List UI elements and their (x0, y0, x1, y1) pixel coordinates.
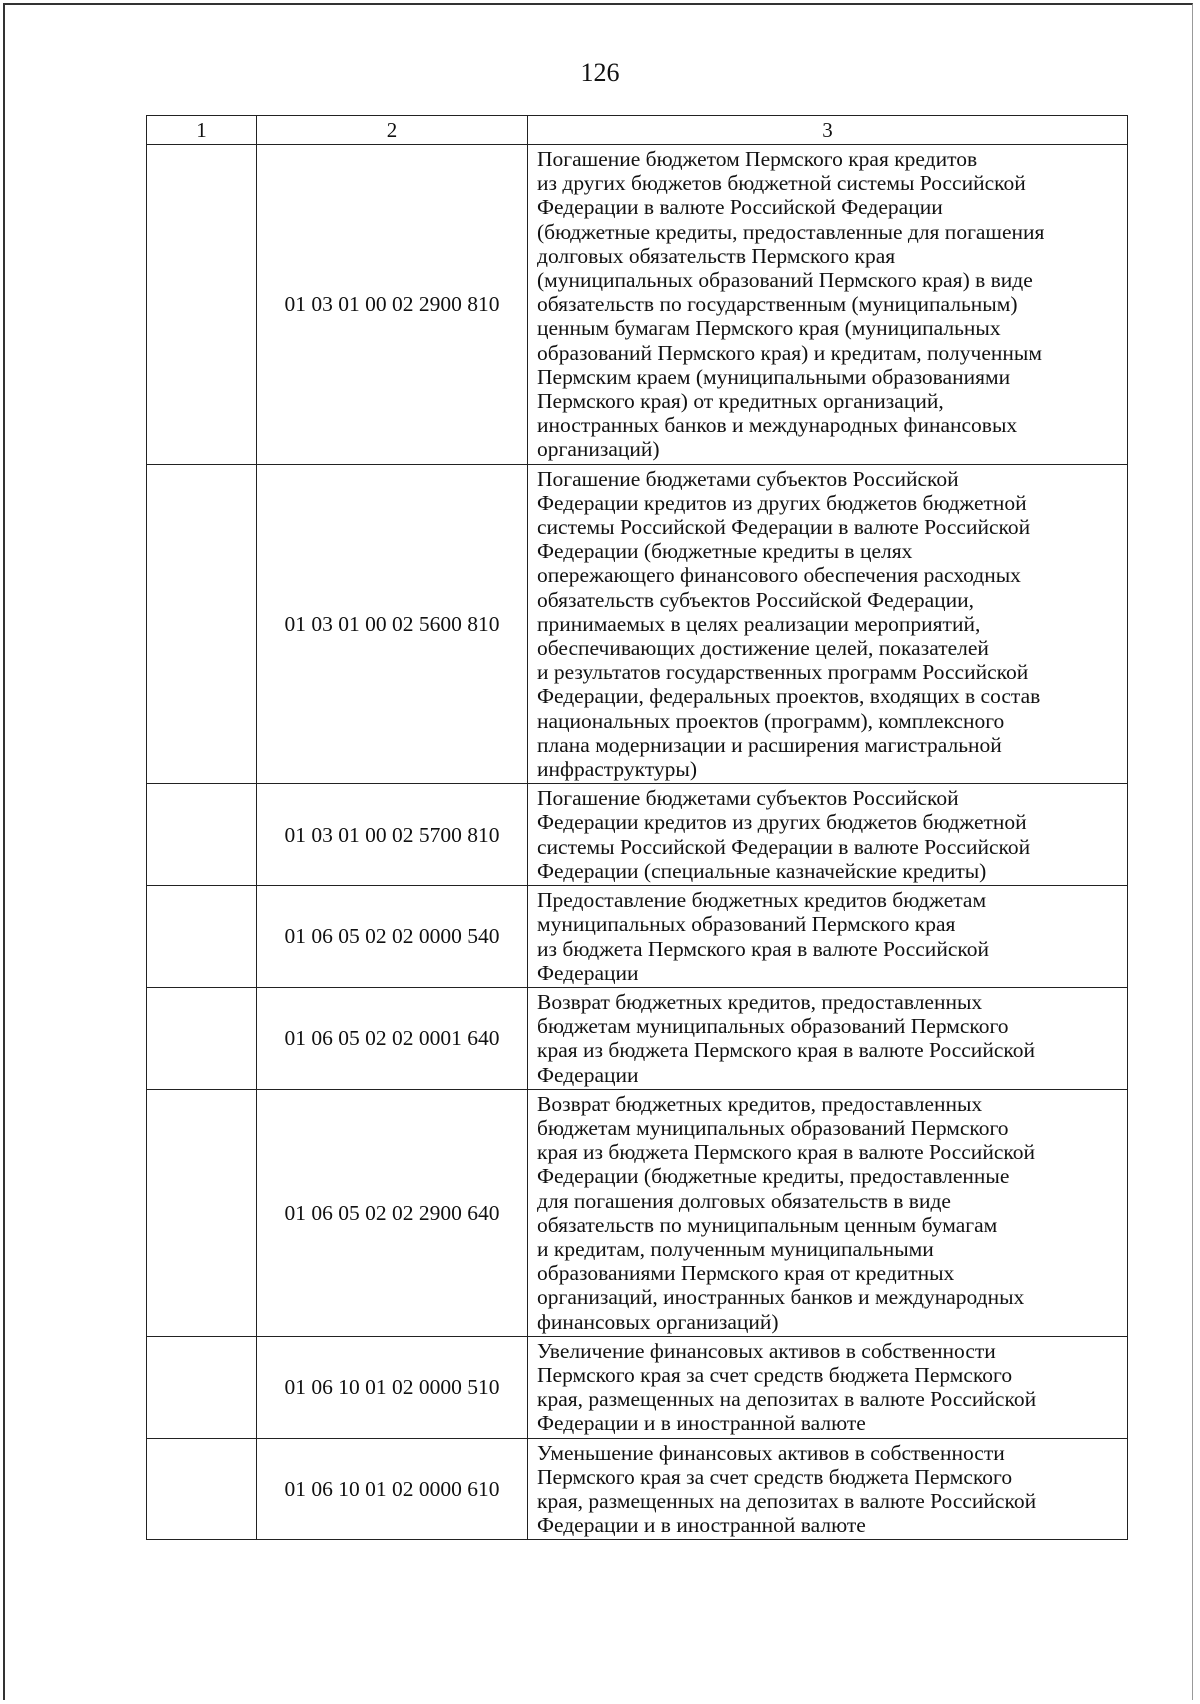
budget-code-cell: 01 06 10 01 02 0000 510 (257, 1336, 528, 1438)
budget-codes-table (146, 115, 1128, 1540)
column-header-2: 2 (257, 116, 528, 145)
description-line: Федерации и в иностранной валюте (537, 1513, 866, 1538)
description-line: Федерации в валюте Российской Федерации (537, 195, 943, 220)
description-line: Возврат бюджетных кредитов, предоставленных (537, 989, 983, 1014)
row-number-cell (147, 1089, 257, 1336)
description-line: и кредитам, полученным муниципальными (537, 1236, 934, 1261)
row-number-cell (147, 784, 257, 886)
budget-code-cell: 01 06 05 02 02 2900 640 (257, 1089, 528, 1336)
row-number-cell (147, 1438, 257, 1540)
description-cell (528, 886, 1128, 988)
row-number-cell (147, 145, 257, 465)
description-line: Пермского края за счет средств бюджета Пермского (537, 1464, 1013, 1489)
budget-code-cell: 01 06 05 02 02 0001 640 (257, 987, 528, 1089)
description-line: Федерации (специальные казначейские кредиты) (537, 858, 987, 883)
description-line: Предоставление бюджетных кредитов бюджетам (537, 888, 987, 913)
description-line: Увеличение финансовых активов в собственности (537, 1338, 996, 1363)
budget-code-cell: 01 06 10 01 02 0000 610 (257, 1438, 528, 1540)
description-line: организаций, иностранных банков и международных (537, 1285, 1025, 1310)
description-line: обязательств по государственным (муниципальным) (537, 292, 1018, 317)
description-line: обязательств субъектов Российской Федерации, (537, 587, 975, 612)
description-line: Федерации, федеральных проектов, входящих в состав (537, 684, 1041, 709)
description-line: Федерации (бюджетные кредиты, предоставленные (537, 1164, 1010, 1189)
description-cell (528, 1089, 1128, 1336)
description-line: принимаемых в целях реализации мероприятий, (537, 611, 981, 636)
description-line: Погашение бюджетом Пермского края кредитов (537, 147, 978, 171)
description-line: края, размещенных на депозитах в валюте Российской (537, 1488, 1037, 1513)
table-row (147, 784, 1128, 886)
description-cell (528, 464, 1128, 784)
description-line: края из бюджета Пермского края в валюте Российской (537, 1140, 1035, 1165)
description-line: Федерации кредитов из других бюджетов бюджетной (537, 490, 1027, 515)
description-line: Пермского края за счет средств бюджета Пермского (537, 1362, 1013, 1387)
description-line: организаций) (537, 437, 660, 462)
table-row (147, 1336, 1128, 1438)
description-line: обязательств по муниципальным ценным бумагам (537, 1212, 998, 1237)
description-line: из других бюджетов бюджетной системы Российской (537, 171, 1026, 196)
table-row (147, 1089, 1128, 1336)
description-line: обеспечивающих достижение целей, показателей (537, 636, 989, 661)
description-line: образованиями Пермского края от кредитных (537, 1261, 955, 1286)
description-line: опережающего финансового обеспечения расходных (537, 563, 1021, 588)
description-line: ценным бумагам Пермского края (муниципальных (537, 316, 1001, 341)
description-line: Погашение бюджетами субъектов Российской (537, 466, 959, 491)
column-header-1: 1 (147, 116, 257, 145)
budget-code-cell: 01 03 01 00 02 5600 810 (257, 464, 528, 784)
description-line: из бюджета Пермского края в валюте Российской (537, 936, 989, 961)
description-line: края, размещенных на депозитах в валюте Российской (537, 1387, 1037, 1412)
description-line: системы Российской Федерации в валюте Российской (537, 515, 1031, 540)
table-row (147, 987, 1128, 1089)
description-line: Федерации (537, 960, 639, 985)
description-line: плана модернизации и расширения магистральной (537, 732, 1002, 757)
description-cell (528, 784, 1128, 886)
description-line: края из бюджета Пермского края в валюте Российской (537, 1038, 1035, 1063)
description-line: (бюджетные кредиты, предоставленные для погашения (537, 219, 1045, 244)
description-line: для погашения долговых обязательств в виде (537, 1188, 951, 1213)
description-line: Федерации и в иностранной валюте (537, 1411, 866, 1436)
description-line: бюджетам муниципальных образований Пермского (537, 1115, 1009, 1140)
description-line: муниципальных образований Пермского края (537, 912, 956, 937)
description-line: Погашение бюджетами субъектов Российской (537, 786, 959, 811)
description-line: Федерации (537, 1062, 639, 1087)
description-line: Пермского края) от кредитных организаций, (537, 389, 944, 414)
description-line: Возврат бюджетных кредитов, предоставленных (537, 1091, 983, 1116)
description-line: иностранных банков и международных финансовых (537, 413, 1018, 438)
description-cell (528, 1438, 1128, 1540)
description-line: системы Российской Федерации в валюте Российской (537, 834, 1031, 859)
table-row (147, 886, 1128, 988)
description-line: Уменьшение финансовых активов в собственности (537, 1440, 1005, 1465)
description-line: и результатов государственных программ Российской (537, 660, 1029, 685)
description-cell (528, 987, 1128, 1089)
description-line: национальных проектов (программ), комплексного (537, 708, 1005, 733)
description-line: Федерации кредитов из других бюджетов бюджетной (537, 810, 1027, 835)
description-line: инфраструктуры) (537, 757, 698, 782)
description-line: Федерации (бюджетные кредиты в целях (537, 539, 913, 564)
page-number: 126 (580, 58, 620, 87)
row-number-cell (147, 886, 257, 988)
description-line: образований Пермского края) и кредитам, полученным (537, 340, 1042, 365)
row-number-cell (147, 1336, 257, 1438)
description-line: Пермским краем (муниципальными образованиями (537, 364, 1011, 389)
description-line: долговых обязательств Пермского края (537, 243, 896, 268)
table-row (147, 464, 1128, 784)
description-line: финансовых организаций) (537, 1309, 779, 1334)
budget-code-cell: 01 06 05 02 02 0000 540 (257, 886, 528, 988)
description-line: (муниципальных образований Пермского края) в виде (537, 268, 1033, 293)
table-header-row (147, 116, 1128, 145)
row-number-cell (147, 464, 257, 784)
description-line: бюджетам муниципальных образований Пермского (537, 1014, 1009, 1039)
description-cell (528, 1336, 1128, 1438)
table-row (147, 145, 1128, 465)
column-header-3: 3 (528, 116, 1128, 145)
budget-code-cell: 01 03 01 00 02 2900 810 (257, 145, 528, 465)
description-cell (528, 145, 1128, 465)
budget-code-cell: 01 03 01 00 02 5700 810 (257, 784, 528, 886)
table-row (147, 1438, 1128, 1540)
row-number-cell (147, 987, 257, 1089)
